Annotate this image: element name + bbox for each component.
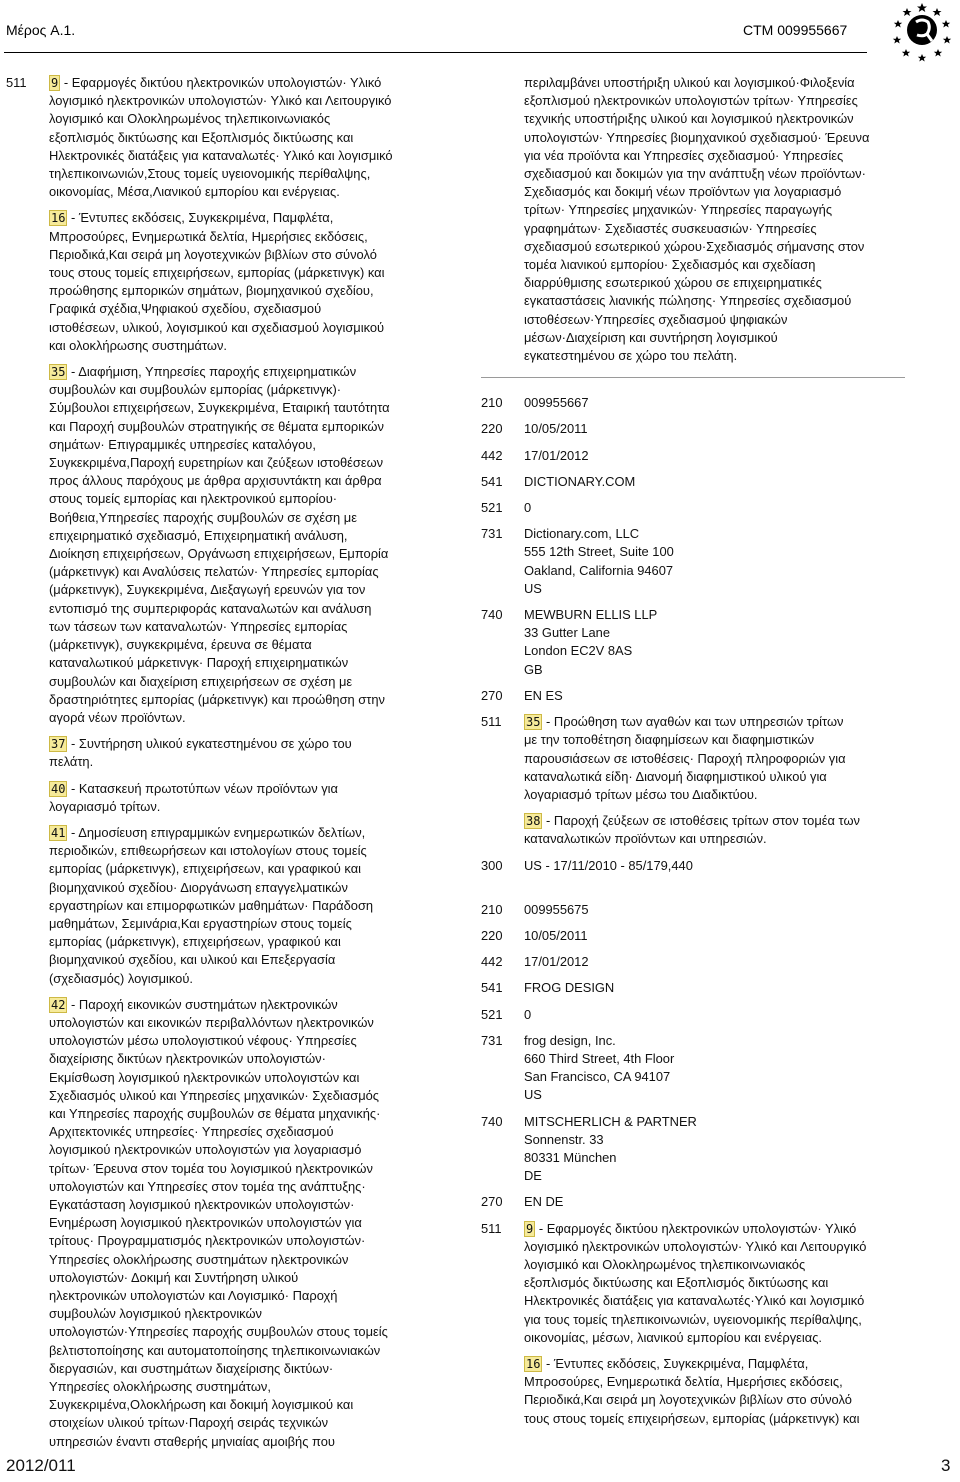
priority: US - 17/11/2010 - 85/179,440 [524,857,693,873]
mark-type: 0 [524,500,532,516]
trademark-record-009955667 [481,394,911,874]
languages: EN DE [524,1194,564,1210]
class-badge: 16 [51,211,66,226]
header-rule [4,52,867,53]
ctm-number: CTM 009955667 [743,22,848,38]
goods-services-list [49,74,446,1459]
inid-code: 270 [481,1194,503,1210]
inid-code: 731 [481,1032,503,1048]
mark-name: FROG DESIGN [524,980,615,996]
right-column [481,74,911,1428]
class-37-paragraph: 37 - Συντήρηση υλικού εγκατεστημένου σε χώρο του πελάτη. [49,736,352,770]
languages: EN ES [524,687,563,703]
part-label: Μέρος A.1. [6,22,76,38]
eu-stars-logo-icon [880,2,954,62]
record-separator [481,377,905,378]
representative-address: MEWBURN ELLIS LLP 33 Gutter Lane London EC2V 8AS GB [524,607,658,677]
inid-code: 270 [481,687,503,703]
inid-code: 740 [481,1113,503,1129]
inid-code: 731 [481,526,503,542]
class-41-paragraph: 41 - Δημοσίευση επιγραμμικών ενημερωτικών δελτίων, περιοδικών, επιθεωρήσεων και ιστολογίων στους τομείς εμπορίας (μάρκετινγκ), επιχειρήσεων, και γραφικού και βιομηχανικού σχεδίου· Διοργάνωση επαγγελματικών εργαστηρίων και επιμορφωτικών μαθημάτων· Παράδοση μαθημάτων, Σεμινάρια,Και εργαστηρίων στους τομείς εμπορίας (μάρκετινγκ), επιχειρήσεων, γραφικού και βιομηχανικού σχεδίου, και υλικού και Επεξεργασία (σχεδιασμός) λογισμικού. [49,824,374,986]
class-16-paragraph: 16 - Έντυπες εκδόσεις, Συγκεκριμένα, Παμφλέτα, Μπροσούρες, Ενημερωτικά δελτία, Ημερήσιες εκδόσεις, Περιοδικά,Και σειρά μη λογοτεχνικών βιβλίων στο σύνολό τους στους τομείς επιχειρήσεων, εμπορίας (μάρκετινγκ) και προώθησης εμπορικών σημάτων, βιομηχανικού σχεδίου, Γραφικά σχέδια,Ψηφιακού σχεδίου, σχεδιασμού ιστοθέσεων, υλικού, λογισμικού και σχεδιασμού λογισμικού και ολοκλήρωσης συστημάτων. [49,210,385,353]
inid-code: 511 [481,714,502,730]
continuation-text: περιλαμβάνει υποστήριξη υλικού και λογισμικού·Φιλοξενία εξοπλισμού ηλεκτρονικών υπολογιστών τρίτων· Υπηρεσίες τεχνικής υποστήριξης υλικού και λογισμικού ηλεκτρονικών υπολογιστών· Υπηρεσίες βιομηχανικού σχεδιασμού· Έρευνα για νέα προϊόντα και Υπηρεσίες σχεδιασμού· Υπηρεσίες σχεδιασμού και δοκιμών για την ανάπτυξη νέων προϊόντων· Σχεδιασμός και δοκιμή νέων προϊόντων για λογαριασμό τρίτων· Υπηρεσίες μηχανικών· Υπηρεσίες παραγωγής γραφημάτων· Σχεδιαστές συσκευασιών· Υπηρεσίες σχεδιασμού εσωτερικού χώρου·Σχεδιασμός σήμανσης στον τομέα λιανικού εμπορίου· Σχεδιασμός και σχεδίαση διαρρύθμισης εσωτερικού χώρου σε επιχειρηματικές εγκαταστάσεις λιανικής πώλησης· Υπηρεσίες σχεδιασμού ιστοθέσεων·Υπηρεσίες σχεδιασμού ψηφιακών μέσων·Διαχείριση και συντήρηση λογισμικού εγκατεστημένου σε χώρο του πελάτη. [524,75,870,364]
inid-code-511: 511 [6,75,27,90]
class-badge: 9 [51,76,59,90]
class-badge: 16 [526,1356,541,1371]
issue-number: 2012/011 [6,1456,76,1475]
applicant-address: frog design, Inc. 660 Third Street, 4th Floor San Francisco, CA 94107 US [524,1032,675,1103]
inid-code: 521 [481,500,503,516]
class-badge: 9 [526,1221,534,1236]
mark-type: 0 [524,1006,532,1022]
inid-code: 521 [481,1006,503,1022]
goods-services-list: 9 - Εφαρμογές δικτύου ηλεκτρονικών υπολογιστών· Υλικό λογισμικό ηλεκτρονικών υπολογιστών· Υλικό και Λειτουργικό λογισμικό και Ολοκληρωμένος τηλεπικοινωνιακός εξοπλισμός δικτύωσης και Εξοπλισμός δικτύωσης και Ηλεκτρονικές διατάξεις για καταναλωτές·Υλικό και λογισμικό για τους τομείς τηλεπικοινωνιών, υγειονομικής περίθαλψης, οικονομίας, μέσων, λιανικού εμπορίου και ενέργειας. 16 - Έντυπες εκδόσεις, Συγκεκριμένα, Παμφλέτα, Μπροσούρες, Ενημερωτικά δελτία, Ημερήσιες εκδόσεις, Περιοδικά,Και σειρά μη λογοτεχνικών βιβλίων στο σύνολό τους στους τομείς επιχειρήσεων, εμπορίας (μάρκετινγκ) και [524,1220,867,1426]
class-40-paragraph: 40 - Κατασκευή πρωτοτύπων νέων προϊόντων για λογαριασμό τρίτων. [49,780,338,814]
page-header [0,0,960,62]
left-column [6,74,446,1459]
class-badge: 41 [51,825,66,840]
class-9-paragraph: 9 - Εφαρμογές δικτύου ηλεκτρονικών υπολογιστών· Υλικό λογισμικό ηλεκτρονικών υπολογιστών· Υλικό και Λειτουργικό λογισμικό και Ολοκληρωμένος τηλεπικοινωνιακός εξοπλισμός δικτύωσης και Εξοπλισμός δικτύωσης και Ηλεκτρονικές διατάξεις για καταναλωτές· Υλικό και λογισμικό τηλεπικοινωνιών,Στους τομείς υγειονομικής περίθαλψης, οικονομίας, Μέσα,Λιανικού εμπορίου και ενέργειας. [49,75,393,200]
class-badge: 40 [51,781,66,796]
filing-date: 10/05/2011 [524,927,588,943]
applicant-address: Dictionary.com, LLC 555 12th Street, Suite 100 Oakland, California 94607 US [524,526,674,596]
goods-services-list: 35 - Προώθηση των αγαθών και των υπηρεσιών τρίτων με την τοποθέτηση διαφημίσεων και διαφημιστικών παρουσιάσεων σε ιστοθέσεις· Παροχή πληροφοριών για καταναλωτικά είδη· Διανομή διαφημιστικού υλικού για λογαριασμό τρίτων μέσω του Διαδικτύου. 38 - Παροχή ζεύξεων σε ιστοθέσεις τρίτων στον τομέα των καταναλωτικών προϊόντων και υπηρεσιών. [524,714,860,847]
inid-code: 210 [481,395,503,411]
inid-code: 220 [481,927,503,943]
class-badge: 35 [526,715,541,730]
inid-code: 300 [481,857,503,873]
class-badge: 37 [51,737,66,752]
filing-date: 10/05/2011 [524,421,588,437]
class-42-paragraph: 42 - Παροχή εικονικών συστημάτων ηλεκτρονικών υπολογιστών και εικονικών περιβαλλόντων ηλεκτρονικών υπολογιστών μέσω υπολογιστικού νέφους· Υπηρεσίες διαχείρισης δικτύων ηλεκτρονικών υπολογιστών· Εκμίσθωση λογισμικού ηλεκτρονικών υπολογιστών και Σχεδιασμός υλικού και Υπηρεσίες μηχανικών· Σχεδιασμός και Υπηρεσίες παροχής συμβουλών σε θέματα μηχανικής· Αρχιτεκτονικές υπηρεσίες· Υπηρεσίες σχεδιασμού λογισμικού ηλεκτρονικών υπολογιστών για λογαριασμό τρίτων· Έρευνα στον τομέα του λογισμικού ηλεκτρονικών υπολογιστών και Υπηρεσίες στον τομέα της ανάπτυξης· Εγκατάσταση λογισμικού ηλεκτρονικών υπολογιστών· Ενημέρωση λογισμικού ηλεκτρονικών υπολογιστών για τρίτους· Προγραμματισμός ηλεκτρονικών υπολογιστών· Υπηρεσίες ολοκλήρωσης συστημάτων ηλεκτρονικών υπολογιστών· Δοκιμή και Συντήρηση υλικού ηλεκτρονικών υπολογιστών και Λογισμικό· Παροχή συμβουλών λογισμικού ηλεκτρονικών υπολογιστών·Υπηρεσίες παροχής συμβουλών στους τομείς βελτιστοποίησης και αυτοματοποίησης τηλεπικοινωνιακών διεργασιών, και συστημάτων διαχείρισης δικτύων· Υπηρεσίες ολοκλήρωσης συστημάτων, Συγκεκριμένα,Ολοκλήρωση και δοκιμή λογισμικού και στοιχείων υλικού τρίτων·Παροχή σειράς τεχνικών υπηρεσιών έναντι σταθερής μηνιαίας αμοιβής που [49,996,388,1449]
inid-code: 210 [481,901,503,917]
mark-name: DICTIONARY.COM [524,473,636,489]
inid-code: 740 [481,607,503,623]
inid-code: 511 [481,1220,502,1236]
trademark-record-009955675 [481,901,911,1428]
page-number: 3 [941,1456,951,1475]
publication-date: 17/01/2012 [524,954,589,970]
inid-code: 220 [481,421,503,437]
filing-number: 009955675 [524,901,589,917]
inid-code: 541 [481,473,503,489]
class-35-paragraph: 35 - Διαφήμιση, Υπηρεσίες παροχής επιχειρηματικών συμβουλών και συμβουλών εμπορίας (μάρκετινγκ)· Σύμβουλοι επιχειρήσεων, Συγκεκριμένα, Εταιρική ταυτότητα και Παροχή συμβουλών στρατηγικής σε θέματα εμπορικών σημάτων· Επιγραμμικές υπηρεσίες καταλόγου, Συγκεκριμένα,Παροχή ευρετηρίων και ζεύξεων ιστοθέσεων προς άλλους παρόχους με άρθρα αρχισυντάκτη και άρθρα στους τομείς εμπορίας και ηλεκτρονικού εμπορίου· Βοήθεια,Υπηρεσίες παροχής συμβουλών σε σχέση με επιχειρηματικό σχεδιασμό, Επιχειρηματική ανάλυση, Διοίκηση επιχειρήσεων, Οργάνωση επιχειρήσεων, Εμπορία (μάρκετινγκ) και Αναλύσεις πελατών· Υπηρεσίες εμπορίας (μάρκετινγκ), Συγκεκριμένα, Διεξαγωγή ερευνών για τον εντοπισμό της συμπεριφοράς καταναλωτών και ανάλυση των τάσεων των καταναλωτών· Υπηρεσίες εμπορίας (μάρκετινγκ), συγκεκριμένα, έρευνα σε θέματα καταναλωτικού μάρκετινγκ· Παροχή επιχειρηματικών συμβουλών και διαχείριση επιχειρήσεων σε σχέση με δραστηριότητες εμπορίας (μάρκετινγκ) και προώθηση στην αγορά νέων προϊόντων. [49,364,390,725]
representative-address: MITSCHERLICH & PARTNER Sonnenstr. 33 80331 München DE [524,1113,697,1184]
inid-code: 541 [481,980,503,996]
publication-date: 17/01/2012 [524,447,589,463]
inid-code: 442 [481,954,503,970]
class-badge: 38 [526,814,541,829]
filing-number: 009955667 [524,395,589,411]
class-badge: 35 [51,365,66,380]
inid-code: 442 [481,447,503,463]
class-badge: 42 [51,997,66,1012]
